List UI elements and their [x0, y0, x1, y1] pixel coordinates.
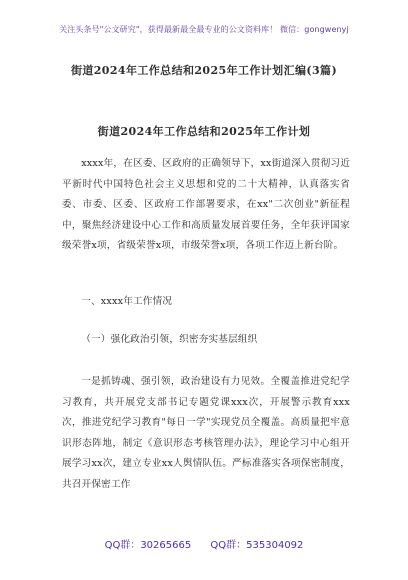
body-paragraph: 一是抓铸魂、强引领，政治建设有力见效。全覆盖推进党纪学习教育，共开展党支部书记专题党课xxx次，开展警示教育xxx次，推进党纪学习教育"每日一学"实现党员全覆盖。高质量把牢意识形态阵地，制定《意识形态考核管理办法》，理论学习中心组开展学习xx次，建立专业xx人舆情队伍。严标准落实各项保密制度，共召开保密工作	[62, 376, 350, 490]
footer-qq-group-2: QQ群：535304092	[210, 540, 304, 551]
document-title: 街道2024年工作总结和2025年工作计划汇编(3篇)	[70, 64, 338, 77]
section-title: 街道2024年工作总结和2025年工作计划	[97, 125, 311, 138]
footer-contacts	[0, 536, 408, 551]
subheading-political-leadership: （一）强化政治引领，织密夯实基层组织	[81, 334, 258, 345]
footer-qq-group-1: QQ群：30265665	[104, 540, 192, 551]
intro-paragraph: xxxx年，在区委、区政府的正确领导下，xx街道深入贯彻习近平新时代中国特色社会主义思想和党的二十大精神，认真落实省委、市委、区委、区政府工作部署要求，在xx"二次创业"新征程中，聚焦经济建设中心工作和高质量发展首要任务，全年获评国家级荣誉x项，省级荣誉x项，市级荣誉x项，各项工作迈上新台阶。	[62, 158, 350, 251]
promo-banner: 关注头条号"公文研究"，获得最新最全最专业的公文资料库！ 微信：gongwenyj	[59, 25, 349, 34]
heading-work-status: 一、xxxx年工作情况	[81, 296, 173, 307]
